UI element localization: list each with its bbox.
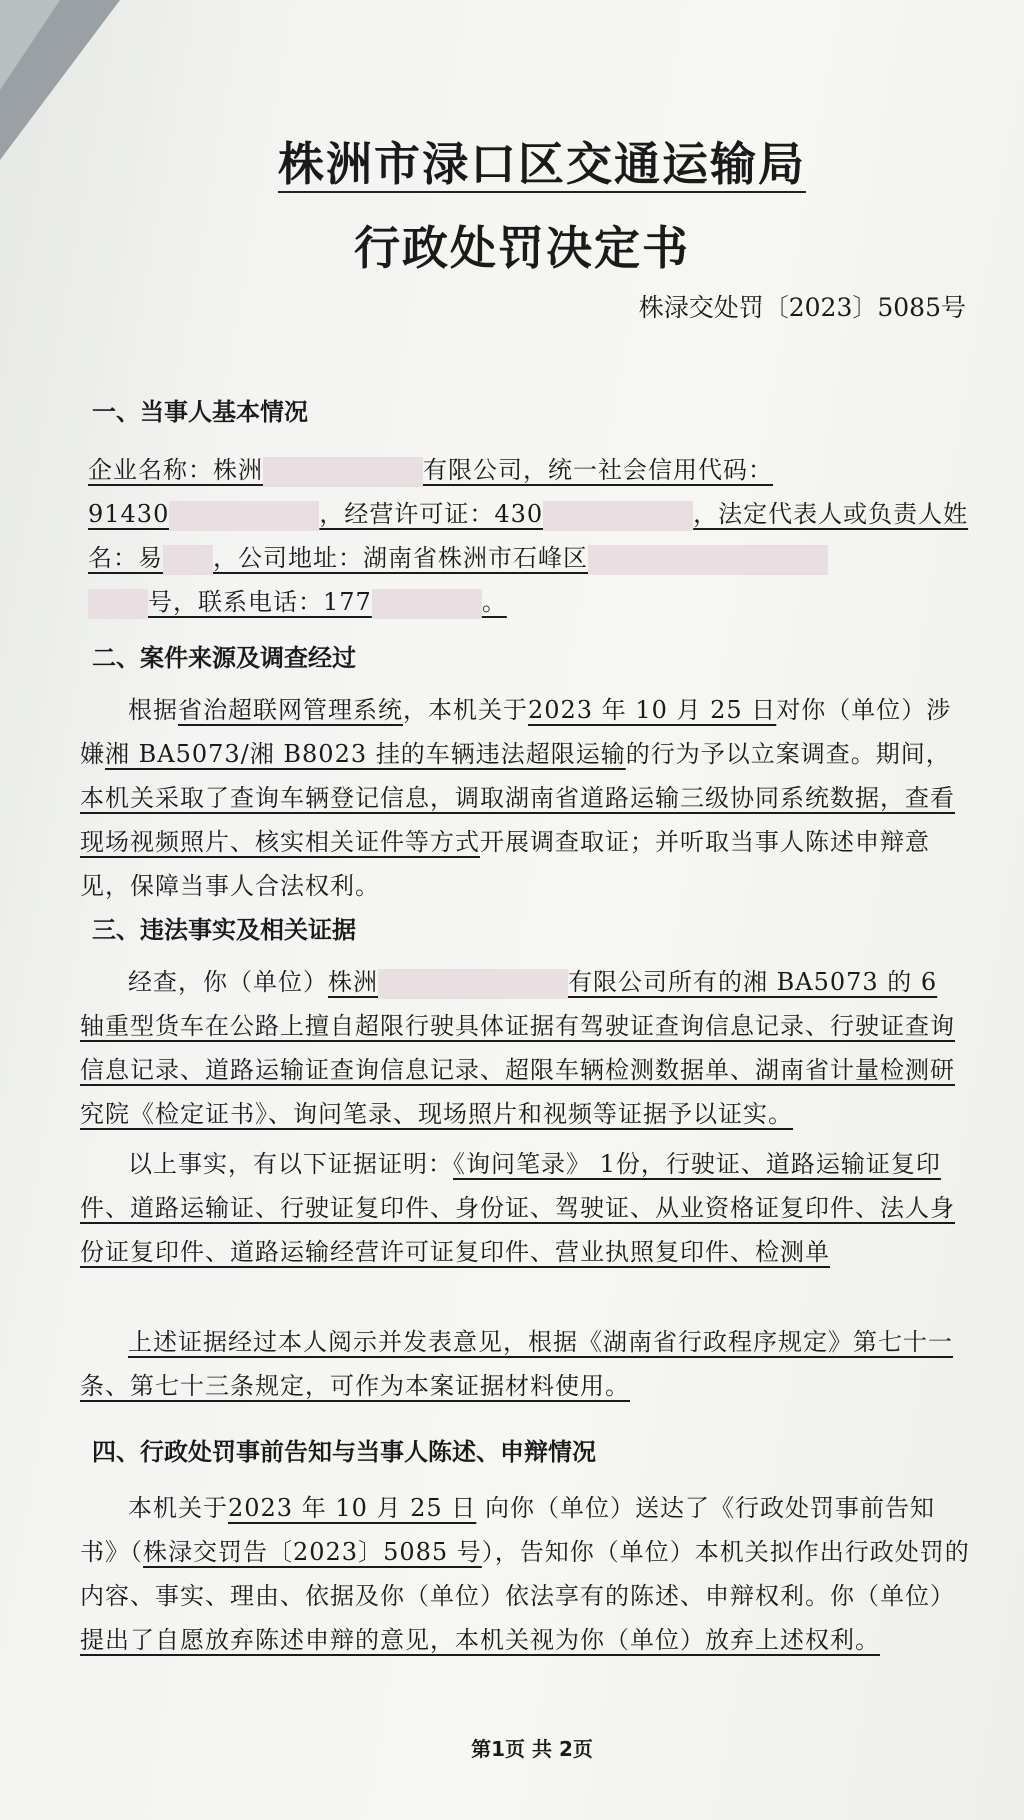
party-line-4: 号，联系电话：177 。 [88, 580, 978, 624]
party-line-3: 名：易 ，公司地址：湖南省株洲市石峰区 [88, 536, 978, 580]
document-number: 株渌交处罚〔2023〕5085号 [638, 293, 966, 322]
party-line-1: 企业名称：株洲 有限公司，统一社会信用代码： [88, 448, 978, 492]
redaction [543, 501, 693, 531]
party-line-2: 91430 ，经营许可证：430 ，法定代表人或负责人姓 [88, 492, 978, 536]
redaction [588, 545, 828, 575]
redaction [169, 501, 319, 531]
redaction [263, 457, 423, 487]
section-2-body: 根据省治超联网管理系统，本机关于2023 年 10 月 25 日对你（单位）涉嫌湘 BA5073/湘 B8023 挂的车辆违法超限运输的行为予以立案调查。期间，本机关采取了查询车辆登记信息，调取湖南省道路运输三级协同系统数据，查看现场视频照片、核实相关证件等方式开展调查取证；并听取当事人陈述申辩意见，保障当事人合法权利。 [80, 696, 955, 900]
section-3-admissibility: 上述证据经过本人阅示并发表意见，根据《湖南省行政程序规定》第七十一条、第七十三条规定，可作为本案证据材料使用。 [80, 1328, 953, 1400]
section-1-heading: 一、当事人基本情况 [92, 398, 308, 426]
folded-corner [0, 0, 60, 90]
redaction [372, 589, 482, 619]
section-3-evidence: 以上事实，有以下证据证明：《询问笔录》 1份，行驶证、道路运输证复印件、道路运输证、行驶证复印件、身份证、驾驶证、从业资格证复印件、法人身份证复印件、道路运输经营许可证复印件、营业执照复印件、检测单 [80, 1150, 955, 1266]
section-4-heading: 四、行政处罚事前告知与当事人陈述、申辩情况 [92, 1438, 596, 1466]
redaction [378, 969, 568, 999]
section-2-heading: 二、案件来源及调查经过 [92, 644, 356, 672]
section-3-facts: 经查，你（单位）株洲 有限公司所有的湘 BA5073 的 6 轴重型货车在公路上擅自超限行驶具体证据有驾驶证查询信息记录、行驶证查询信息记录、道路运输证查询信息记录、超限车辆检测数据单、湖南省计量检测研究院《检定证书》、询问笔录、现场照片和视频等证据予以证实。 [80, 968, 955, 1128]
document-title: 行政处罚决定书 [354, 221, 690, 275]
section-1-body [88, 448, 978, 624]
agency-title: 株洲市渌口区交通运输局 [278, 137, 806, 191]
section-4-body: 本机关于2023 年 10 月 25 日 向你（单位）送达了《行政处罚事前告知书》（株渌交罚告〔2023〕5085 号），告知你（单位）本机关拟作出行政处罚的内容、事实、理由、依据及你（单位）依法享有的陈述、申辩权利。你（单位）提出了自愿放弃陈述申辩的意见，本机关视为你（单位）放弃上述权利。 [80, 1494, 970, 1654]
redaction [163, 545, 213, 575]
section-3-heading: 三、违法事实及相关证据 [92, 916, 356, 944]
redaction [88, 589, 148, 619]
page-indicator: 第1页 共 2页 [471, 1737, 593, 1761]
